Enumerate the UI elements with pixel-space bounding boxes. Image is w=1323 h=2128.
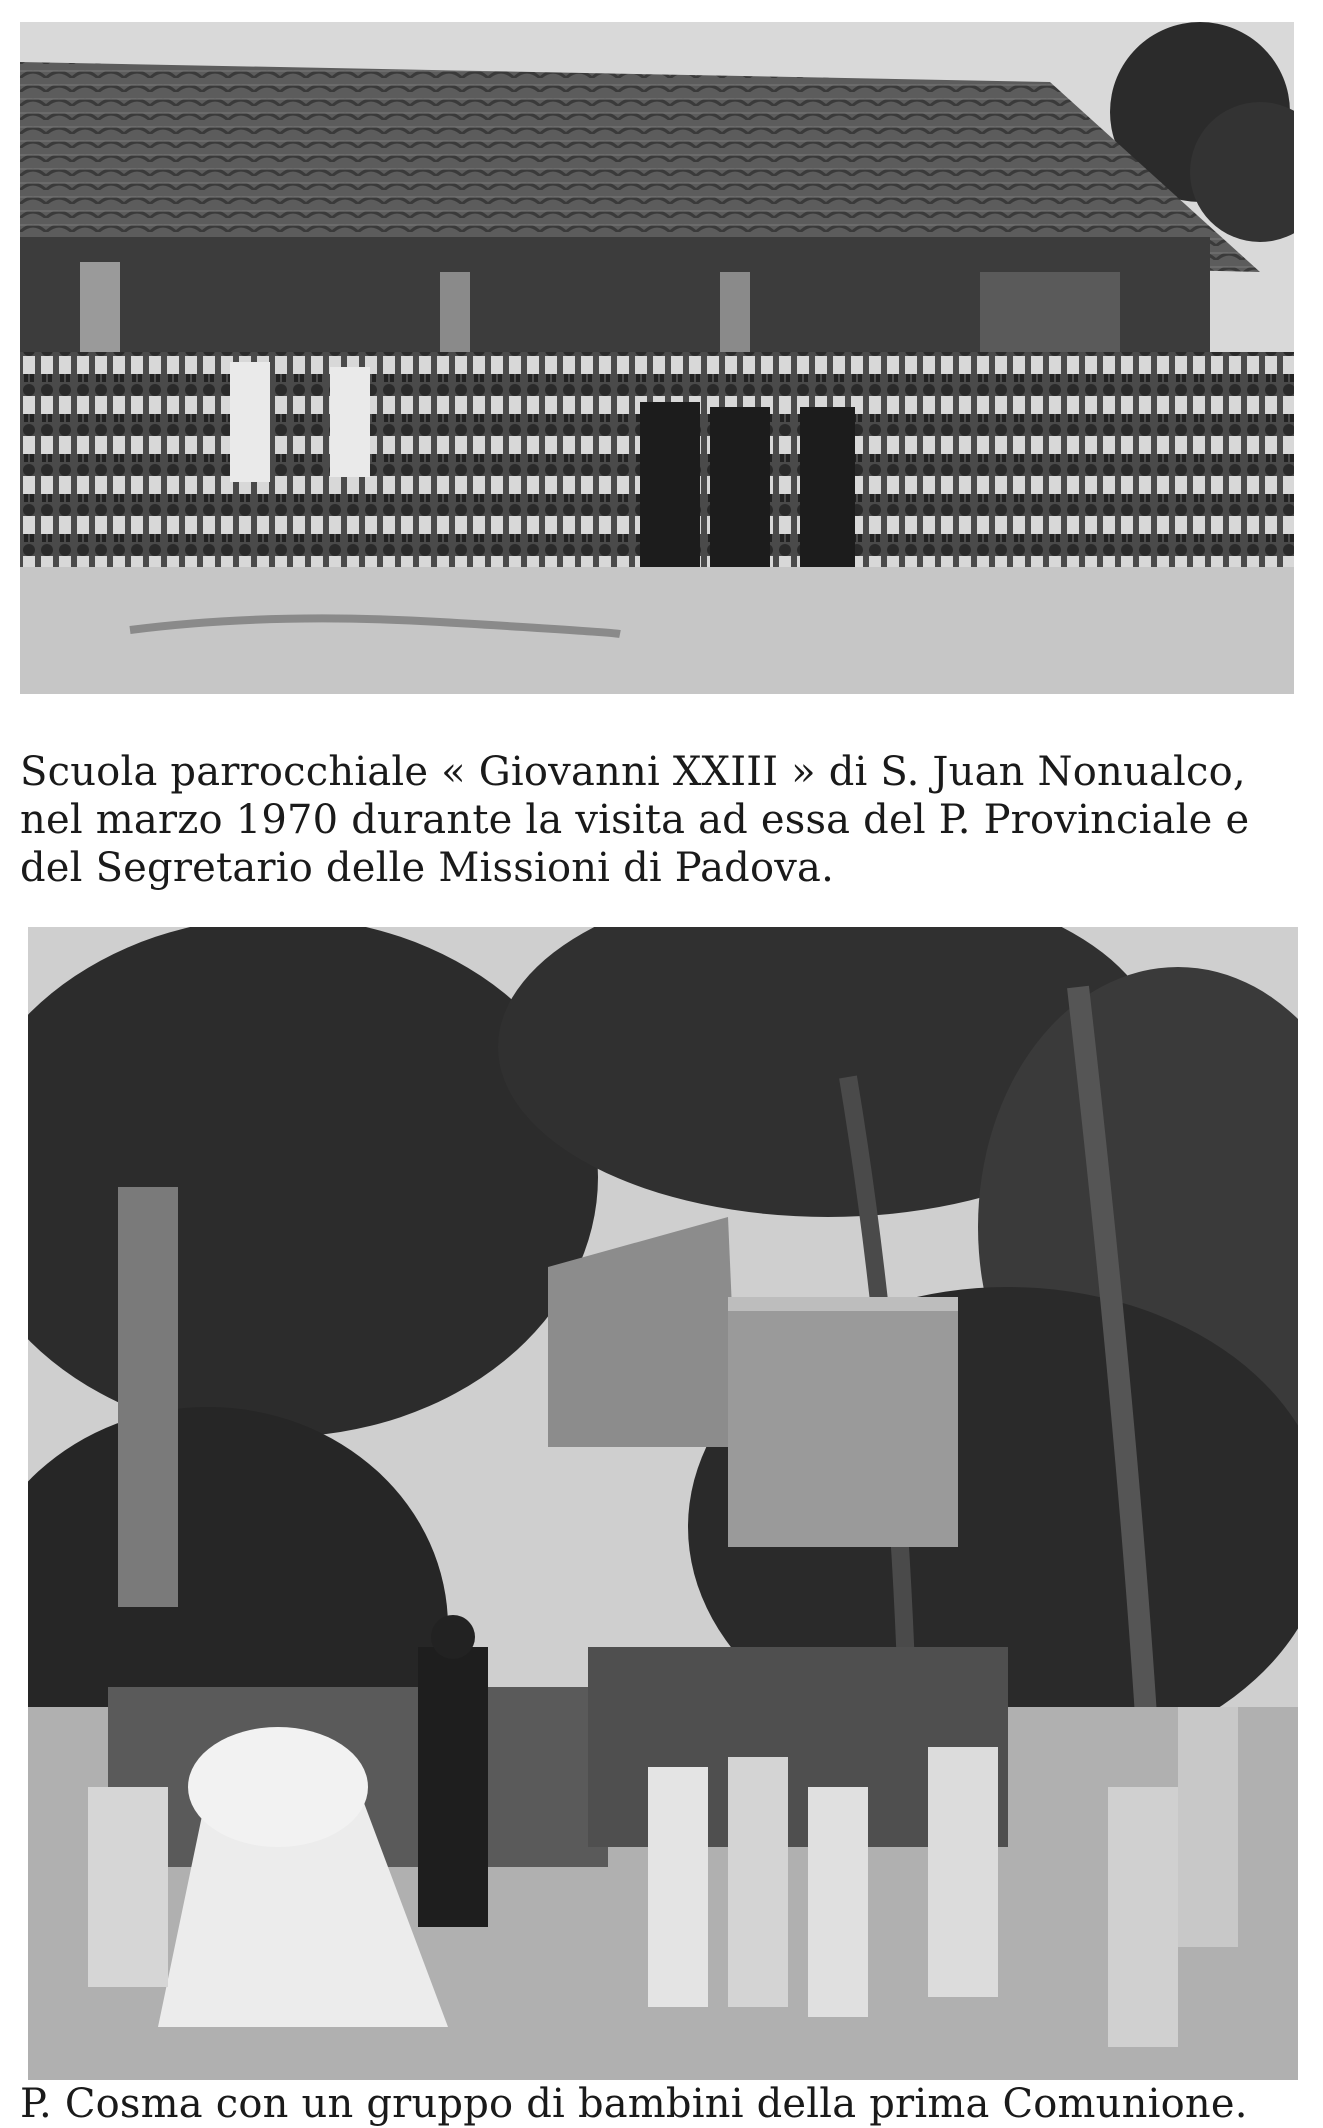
wooden-post <box>118 1187 178 1607</box>
caption-line: Scuola parrocchiale « Giovanni XXIII » di S. Juan Nonualco, <box>20 749 1246 795</box>
communion-group-photograph <box>28 927 1298 2080</box>
school-photo-illustration <box>20 22 1294 694</box>
priest-figure <box>640 402 700 572</box>
caption-line: del Segretario delle Missioni di Padova. <box>20 845 835 891</box>
communion-photo-illustration <box>28 927 1298 2080</box>
top-photo-caption <box>20 748 1302 892</box>
bottom-photo-caption: P. Cosma con un gruppo di bambini della prima Comunione. <box>20 2081 1248 2127</box>
school-group-photograph <box>20 22 1294 694</box>
priest-figure <box>418 1647 488 1927</box>
caption-line: nel marzo 1970 durante la visita ad essa del P. Provinciale e <box>20 797 1250 843</box>
dirt-ground <box>20 567 1294 694</box>
